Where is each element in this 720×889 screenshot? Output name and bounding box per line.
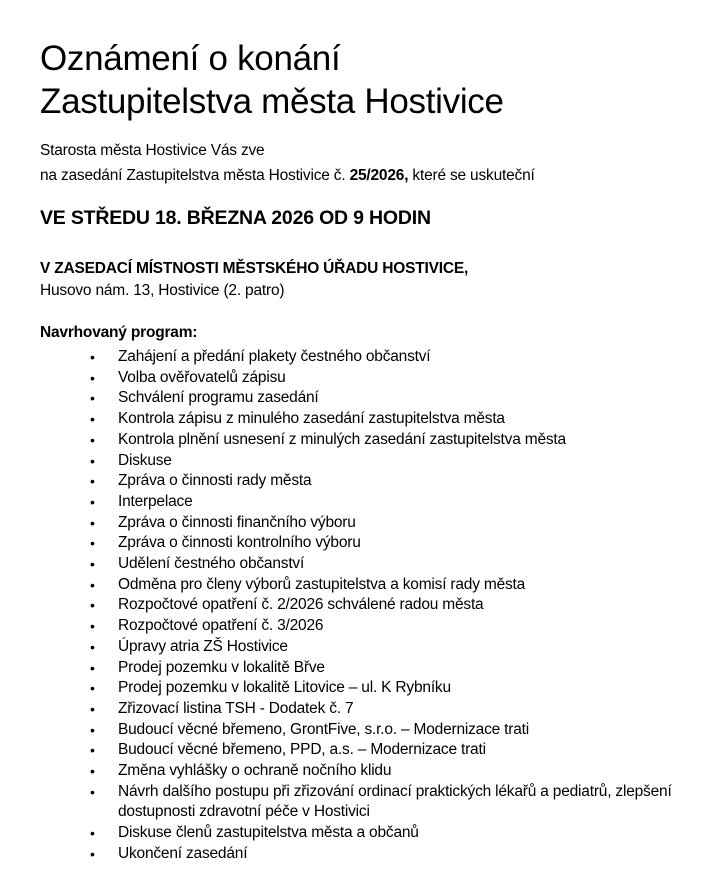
bullet-icon: • (90, 431, 95, 448)
bullet-icon: • (90, 349, 95, 365)
agenda-item (40, 575, 678, 596)
bullet-icon: • (90, 556, 95, 573)
agenda-item-text: Rozpočtové opatření č. 3/2026 (118, 617, 324, 635)
title-line-1: Oznámení o konání (40, 39, 341, 78)
agenda-item (40, 658, 678, 679)
agenda-item-text: Zřizovací listina TSH - Dodatek č. 7 (118, 699, 354, 717)
agenda-item (40, 554, 678, 575)
bullet-icon: • (90, 638, 95, 655)
bullet-icon: • (90, 783, 95, 800)
agenda-item-text: Ukončení zasedání (118, 844, 248, 862)
agenda-item (40, 430, 678, 451)
agenda-item-text: Kontrola zápisu z minulého zasedání zastupitelstva města (118, 410, 505, 428)
bullet-icon: • (90, 473, 95, 490)
agenda-item-text: Kontrola plnění usnesení z minulých zasedání zastupitelstva města (118, 430, 566, 448)
agenda-item-text: Interpelace (118, 492, 193, 510)
venue-address: Husovo nám. 13, Hostivice (2. patro) (40, 282, 285, 299)
agenda-item-text: Zahájení a předání plakety čestného občanství (118, 348, 431, 365)
agenda-item (40, 616, 678, 637)
agenda-item-text: Schválení programu zasedání (118, 389, 319, 407)
agenda-item-text: Odměna pro členy výborů zastupitelstva a komisí rady města (118, 575, 526, 593)
agenda-item-text: Změna vyhlášky o ochraně nočního klidu (118, 762, 392, 780)
venue-name: V ZASEDACÍ MÍSTNOSTI MĚSTSKÉHO ÚŘADU HOSTIVICE, (40, 260, 469, 277)
agenda-item (40, 451, 678, 472)
agenda-item (40, 720, 678, 741)
bullet-icon: • (90, 493, 95, 510)
agenda-item (40, 533, 678, 554)
agenda-item (40, 844, 678, 865)
agenda-item (40, 678, 678, 699)
agenda-item (40, 699, 678, 720)
bullet-icon: • (90, 700, 95, 717)
agenda-item (40, 409, 678, 430)
venue (40, 258, 468, 302)
bullet-icon: • (90, 618, 95, 635)
bullet-icon: • (90, 680, 95, 697)
agenda-item-text: Diskuse (118, 451, 172, 469)
title-line-2: Zastupitelstva města Hostivice (40, 82, 504, 121)
invitation-prefix: na zasedání Zastupitelstva města Hostivice č. (40, 167, 350, 184)
bullet-icon: • (90, 535, 95, 552)
agenda-item-text: Udělení čestného občanství (118, 555, 305, 573)
bullet-icon: • (90, 369, 95, 386)
bullet-icon: • (90, 390, 95, 407)
agenda-item-text: Prodej pozemku v lokalitě Litovice – ul. K Rybníku (118, 679, 451, 697)
bullet-icon: • (90, 659, 95, 676)
agenda-item-text: Úpravy atria ZŠ Hostivice (118, 637, 288, 655)
agenda-item (40, 513, 678, 534)
bullet-icon: • (90, 763, 95, 780)
agenda-item (40, 492, 678, 513)
agenda-item-text: Budoucí věcné břemeno, PPD, a.s. – Modernizace trati (118, 741, 486, 759)
meeting-date-heading: VE STŘEDU 18. BŘEZNA 2026 OD 9 HODIN (40, 207, 431, 229)
agenda-item-text: Volba ověřovatelů zápisu (118, 368, 286, 386)
bullet-icon: • (90, 742, 95, 759)
agenda-item-text: Rozpočtové opatření č. 2/2026 schválené radou města (118, 596, 484, 614)
agenda-item-text: Diskuse členů zastupitelstva města a občanů (118, 824, 419, 842)
session-number: 25/2026, (349, 167, 409, 184)
bullet-icon: • (90, 597, 95, 614)
agenda-item (40, 595, 678, 616)
bullet-icon: • (90, 411, 95, 428)
bullet-icon: • (90, 514, 95, 531)
invitation-line-1: Starosta města Hostivice Vás zve (40, 142, 265, 159)
agenda-item (40, 471, 678, 492)
agenda-item (40, 347, 678, 368)
agenda-item-text: Návrh dalšího postupu při zřizování ordinací praktických lékařů a pediatrů, zlepšení dostupnosti zdravotní péče v Hostivici (118, 782, 672, 821)
invitation-line-2 (40, 163, 535, 188)
agenda-item-text: Zpráva o činnosti rady města (118, 472, 312, 490)
agenda-item (40, 782, 678, 823)
bullet-icon: • (90, 825, 95, 842)
agenda-item-text: Zpráva o činnosti kontrolního výboru (118, 534, 361, 552)
agenda-item (40, 368, 678, 389)
bullet-icon: • (90, 721, 95, 738)
agenda-item (40, 388, 678, 409)
bullet-icon: • (90, 845, 95, 862)
invitation-suffix: které se uskuteční (408, 167, 535, 184)
invitation-text (40, 138, 535, 188)
agenda-item (40, 823, 678, 844)
agenda-item (40, 740, 678, 761)
bullet-icon: • (90, 452, 95, 469)
agenda-item (40, 761, 678, 782)
bullet-icon: • (90, 576, 95, 593)
document-title (40, 37, 504, 123)
agenda-list (40, 347, 678, 865)
program-label: Navrhovaný program: (40, 324, 198, 341)
agenda-item-text: Zpráva o činnosti finančního výboru (118, 513, 356, 531)
agenda-item-text: Budoucí věcné břemeno, GrontFive, s.r.o. – Modernizace trati (118, 720, 530, 738)
agenda-item (40, 637, 678, 658)
agenda-item-text: Prodej pozemku v lokalitě Břve (118, 658, 325, 676)
